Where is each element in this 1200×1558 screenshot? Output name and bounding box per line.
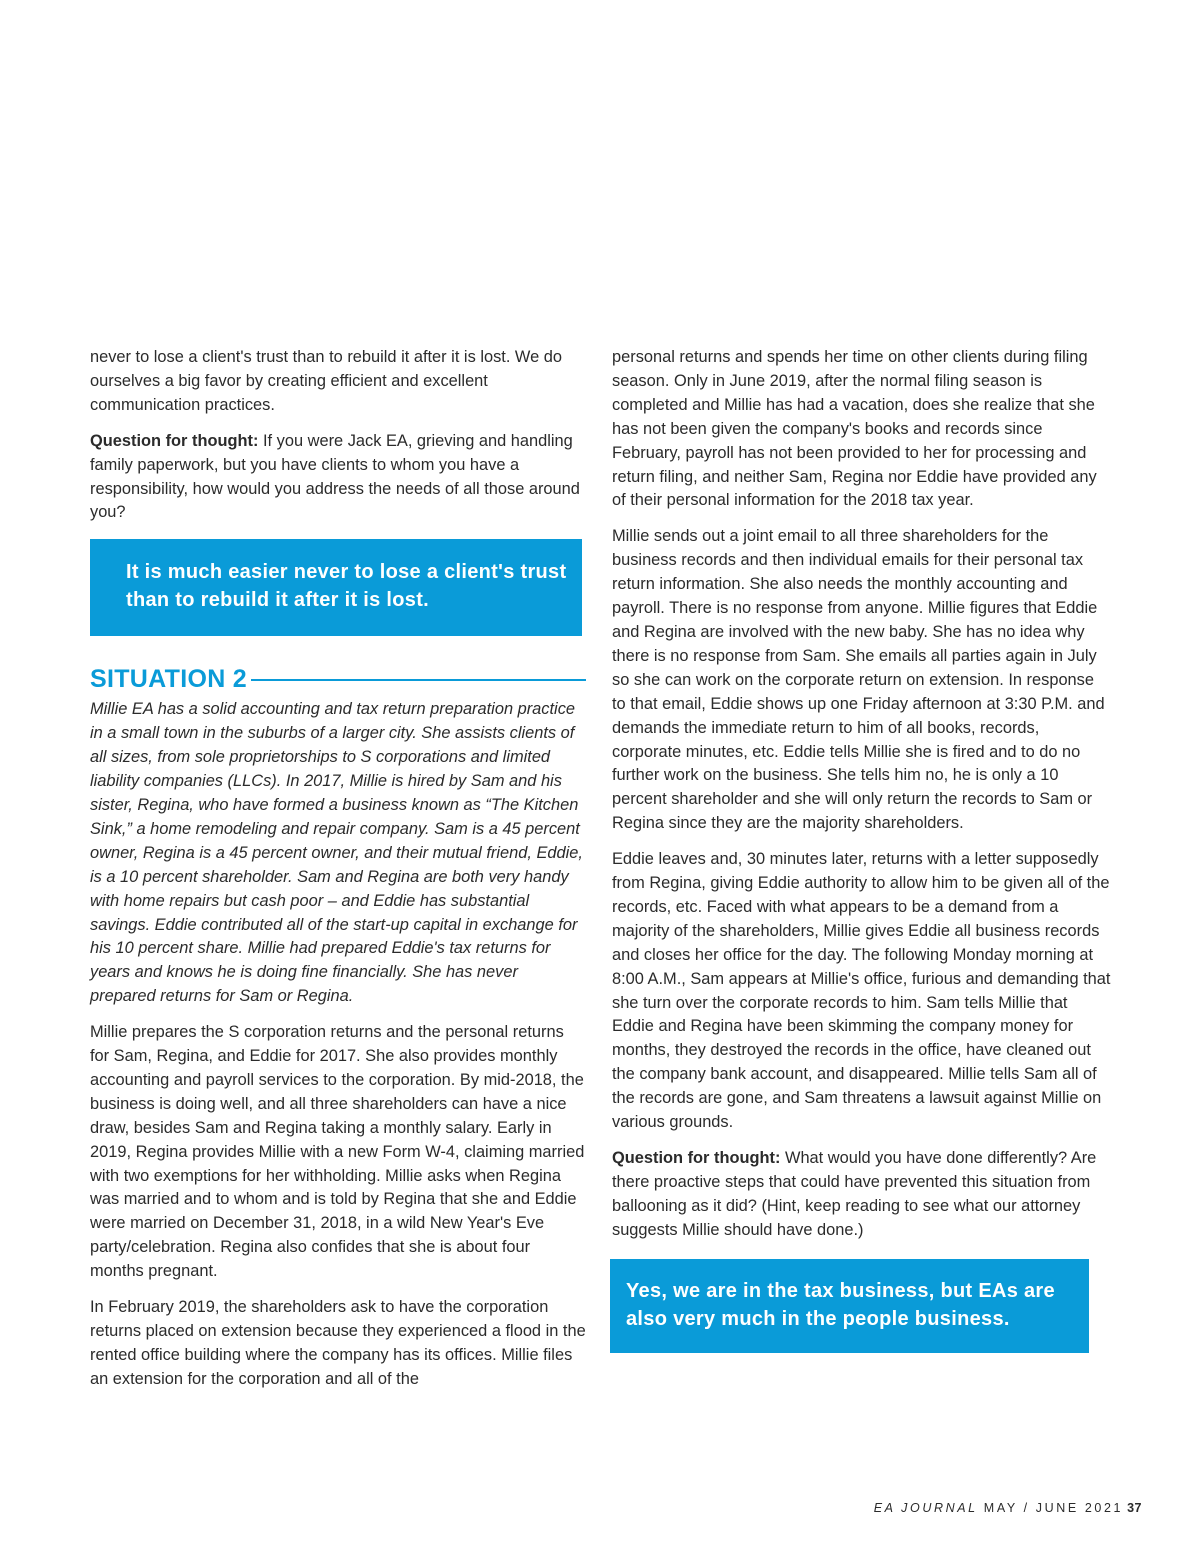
situation-title: SITUATION 2 <box>90 665 248 694</box>
body-paragraph: In February 2019, the shareholders ask to have the corporation returns placed on extension because they experienced a flood in the rented office building where the company has its offices. Millie files an extension for the corporation and all of the <box>90 1298 586 1388</box>
question-for-thought <box>612 1147 1112 1243</box>
question-text: What would you have done differently? Are there proactive steps that could have prevented this situation from ballooning as it did? (Hint, keep reading to see what our attorney suggests Millie should have done.) <box>612 1149 1097 1239</box>
heading-rule <box>251 679 586 681</box>
question-label: Question for thought: <box>90 431 259 450</box>
page-footer <box>874 1501 1142 1515</box>
section-heading <box>90 664 586 694</box>
left-column <box>90 346 586 1404</box>
issue-date: MAY / JUNE 2021 <box>977 1501 1124 1515</box>
body-paragraph: Millie prepares the S corporation returns and the personal returns for Sam, Regina, and Eddie for 2017. She also provides monthly accounting and payroll services to the corporation. By mid-2018, the business is doing well, and all three shareholders can have a nice draw, besides Sam and Regina taking a monthly salary. Early in 2019, Regina provides Millie with a new Form W-4, claiming married with two exemptions for her withholding. Millie asks when Regina was married and to whom and is told by Regina that she and Eddie were married on December 31, 2018, in a wild New Year's Eve party/celebration. Regina also confides that she is about four months pregnant. <box>90 1023 585 1281</box>
question-text: If you were Jack EA, grieving and handling family paperwork, but you have clients to whom you have a responsibility, how would you address the needs of all those around you? <box>90 431 580 522</box>
question-for-thought <box>90 430 586 526</box>
magazine-name: EA JOURNAL <box>873 1501 978 1515</box>
body-paragraph: Millie sends out a joint email to all three shareholders for the business records and then individual emails for their personal tax return information. She also needs the monthly accounting and payroll. There is no response from anyone. Millie figures that Eddie and Regina are involved with the new baby. She has no idea why there is no response from Sam. She emails all parties again in July so she can work on the corporate return on extension. In response to that email, Eddie shows up one Friday afternoon at 3:30 P.M. and demands the immediate return to him of all books, records, corporate minutes, etc. Eddie tells Millie she is fired and to do no further work on the business. She tells him no, he is only a 10 percent shareholder and she will only return the records to Sam or Regina since they are the majority shareholders. <box>612 527 1105 833</box>
body-paragraph: never to lose a client's trust than to rebuild it after it is lost. We do ourselves a big favor by creating efficient and excellent communication practices. <box>90 348 563 414</box>
pull-quote: It is much easier never to lose a client's trust than to rebuild it after it is lost. <box>90 539 582 636</box>
right-column <box>612 346 1112 1353</box>
body-paragraph: personal returns and spends her time on other clients during filing season. Only in June 2019, after the normal filing season is completed and Millie has had a vacation, does she realize that she has not been given the company's books and records since February, payroll has not been provided to her for processing and return filing, and neither Sam, Regina nor Eddie have provided any of their personal information for the 2018 tax year. <box>612 348 1097 510</box>
body-paragraph: Eddie leaves and, 30 minutes later, returns with a letter supposedly from Regina, giving Eddie authority to allow him to be given all of the records, etc. Faced with what appears to be a demand from a majority of the shareholders, Millie gives Eddie all business records and closes her office for the day. The following Monday morning at 8:00 A.M., Sam appears at Millie's office, furious and demanding that she turn over the corporate records to him. Sam tells Millie that Eddie and Regina have been skimming the company money for months, they destroyed the records in the office, have cleaned out the company bank account, and disappeared. Millie tells Sam all of the records are gone, and Sam threatens a lawsuit against Millie on various grounds. <box>612 850 1111 1132</box>
situation-intro: Millie EA has a solid accounting and tax return preparation practice in a small town in the suburbs of a larger city. She assists clients of all sizes, from sole proprietorships to S corporations and limited liability companies (LLCs). In 2017, Millie is hired by Sam and his sister, Regina, who have formed a business known as “The Kitchen Sink,” a home remodeling and repair company. Sam is a 45 percent owner, Regina is a 45 percent owner, and their mutual friend, Eddie, is a 10 percent shareholder. Sam and Regina are both very handy with home repairs but cash poor – and Eddie has substantial savings. Eddie contributed all of the start-up capital in exchange for his 10 percent share. Millie had prepared Eddie's tax returns for years and knows he is doing fine financially. She has never prepared returns for Sam or Regina. <box>90 700 583 1006</box>
page-number: 37 <box>1127 1501 1142 1515</box>
question-label: Question for thought: <box>612 1149 781 1167</box>
pull-quote: Yes, we are in the tax business, but EAs are also very much in the people business. <box>610 1259 1089 1353</box>
